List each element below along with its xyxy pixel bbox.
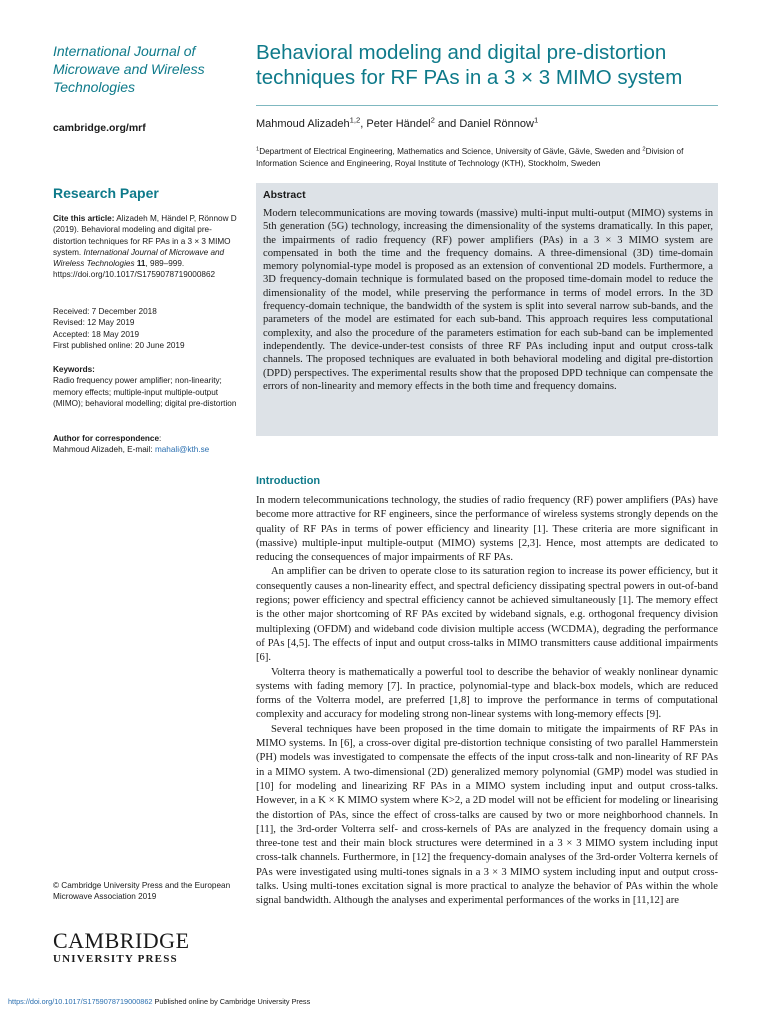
correspondence-colon: : [159, 434, 162, 443]
citation-block [53, 213, 243, 281]
author-2: , Peter Händel [360, 118, 431, 130]
keywords-block [53, 364, 248, 409]
publisher-logo-line1: CAMBRIDGE [53, 928, 190, 953]
intro-paragraph-3: Volterra theory is mathematically a powerful tool to describe the behavior of weakly nonlinear dynamic systems with fading memory [7]. In practice, polynomial-type and black-box models, which are reduced forms of the Volterra model, are preferred [1,8] to improve the performance in terms of computational complexity and accuracy for modeling strong non-linear systems with long-memory effects [9]. [256, 666, 718, 721]
affil-2-marker: 2 [642, 146, 646, 153]
footer-text: Published online by Cambridge University Press [152, 997, 311, 1006]
abstract-heading: Abstract [263, 189, 306, 201]
keywords-label: Keywords: [53, 365, 95, 374]
page-footer [8, 997, 310, 1006]
citation-label: Cite this article: [53, 214, 115, 223]
keywords-text: Radio frequency power amplifier; non-linearity; memory effects; multiple-input multiple-output (MIMO); behavioral modelling; digital pre-distortion [53, 376, 237, 408]
copyright-notice: © Cambridge University Press and the European Microwave Association 2019 [53, 881, 231, 902]
publisher-logo-line2: UNIVERSITY PRESS [53, 953, 178, 965]
author-3-affil: 1 [533, 115, 539, 125]
article-title: Behavioral modeling and digital pre-distortion techniques for RF PAs in a 3 × 3 MIMO system [256, 41, 683, 89]
citation-pages-doi[interactable]: , 989–999. https://doi.org/10.1017/S1759078719000862 [53, 259, 216, 280]
date-accepted: Accepted: 18 May 2019 [53, 329, 140, 339]
correspondence-name: Mahmoud Alizadeh, E-mail: [53, 445, 155, 455]
citation-text: Alizadeh M, Händel P, Rönnow D (2019). Behavioral modeling and digital pre-distortion techniques for RF PAs in a 3 × 3 MIMO system. [53, 214, 237, 257]
date-revised: Revised: 12 May 2019 [53, 318, 135, 328]
footer-doi-link[interactable]: https://doi.org/10.1017/S1759078719000862 [8, 997, 153, 1006]
affiliations [256, 146, 718, 169]
intro-paragraph-2: An amplifier can be driven to operate close to its saturation region to increase its power efficiency, but it consequently causes a non-linearity effect, and spectral deficiency dissipating spectral powers in out-of-band regions; power efficiency and spectral efficiency cannot be achieved simultaneously [1]. The memory effect is the other major shortcoming of RF PAs excited by wideband signals, e.g. orthogonal frequency division multiplexing (OFDM) and wideband code division multiple access (WCDMA), degrading the performance of PAs [4,5]. The effects of input and output cross-talks in MIMO transmitters cause additional impairments [6]. [256, 566, 718, 664]
correspondence-email-link[interactable]: mahali@kth.se [154, 445, 210, 455]
journal-name: International Journal of Microwave and Wireless Technologies [53, 43, 205, 95]
date-received: Received: 7 December 2018 [53, 307, 157, 316]
article-dates [53, 306, 243, 351]
intro-paragraph-4: Several techniques have been proposed in the time domain to mitigate the impairments of RF PAs in MIMO systems. In [6], a cross-over digital pre-distortion technique consisting of two parallel Hammerstein (PH) models was investigated to compensate the effects of the input cross-talk and non-linearity of RF PAs in a MIMO system. A two-dimensional (2D) generalized memory polynomial (GMP) model was studied in [10] for modeling and linearizing RF PAs in a MIMO system including input and output cross-talks. However, in a K × K MIMO system where K>2, a 2D model will not be efficient for modeling or linearising the distortion of PAs, since the effect of cross-talks are caused by two or more neighborhood channels. In [11], the 3rd-order Volterra self- and cross-kernels of PAs are analyzed in the frequency domain using a three-tone test and their main block structures were determined in a 3 × 3 MIMO system including input cross-talk channels. Furthermore, in [12] the frequency-domain analyses of the 3rd-order Volterra kernels of PAs were investigated using multi-tones signals in a 3 × 3 MIMO system including input and output cross-talks. Using multi-tones excitation signal is more practical to analyze the behavior of PAs within the whole signal bandwidth. Although the analyses and experimental performances of the works in [11,12] are [256, 723, 718, 907]
title-divider [256, 105, 718, 106]
author-list [256, 115, 539, 130]
publisher-logo [53, 930, 190, 966]
correspondence-block [53, 433, 253, 456]
citation-journal: International Journal of Microwave and Wireless Technologies [53, 247, 225, 269]
abstract-text: Modern telecommunications are moving towards (massive) multi-input multi-output (MIMO) systems in 5th generation (5G) technology, increasing the dimensionality of the systems dramatically. In this paper, the impairments of radio frequency (RF) power amplifiers (PAs) in a 3 × 3 MIMO system are compensated in both the time and the frequency domains. A three-dimensional (3D) time-domain memory polynomial-type model is proposed as an extension of conventional 2D models. Furthermore, a 3D frequency-domain technique is formulated based on the proposed time-domain model to reduce the dimensionality of the model, while preserving the performance in terms of model errors. In the 3D frequency-domain technique, the bandwidth of the system is split into several narrow sub-bands, and the parameters of the model are estimated for each sub-band. This approach requires less computational complexity, and also the procedure of the parameters estimation for each sub-band can be implemented independently. The device-under-test consists of three RF PAs including input and output cross-talk channels. The proposed techniques are evaluated in both behavioral modeling and digital pre-distortion (DPD) perspectives. The experimental results show that the proposed DPD technique can compensate the errors of non-linearity and memory effects in the both time and frequency domains. [263, 208, 713, 392]
affil-2-text: Division of Information Science and Engineering, Royal Institute of Technology (KTH), Stockholm, Sweden [256, 147, 684, 168]
citation-volume: 11 [134, 259, 146, 269]
date-published: First published online: 20 June 2019 [53, 340, 185, 350]
introduction-heading: Introduction [256, 475, 321, 487]
author-2-affil: 2 [430, 115, 435, 125]
author-1-affil: 1,2 [349, 115, 361, 125]
intro-paragraph-1: In modern telecommunications technology, the studies of radio frequency (RF) power amplifiers (PAs) have become more attractive for RF engineers, since the performance of wireless systems strongly depends on the quality of RF PAs in terms of power efficiency and linearity [1]. These criteria are more significant in (massive) multiple-input multiple-output (MIMO) systems [2,3]. Hence, most attempts are dedicated to reducing the consequences of major impairments of RF PAs. [256, 495, 718, 564]
author-3: and Daniel Rönnow [434, 118, 534, 130]
journal-website[interactable]: cambridge.org/mrf [53, 122, 146, 134]
introduction-body [256, 494, 718, 909]
affil-1-marker: 1 [256, 146, 260, 153]
author-1: Mahmoud Alizadeh [256, 118, 350, 130]
correspondence-label: Author for correspondence [53, 434, 159, 443]
article-type: Research Paper [53, 185, 159, 201]
affil-1-text: Department of Electrical Engineering, Mathematics and Science, University of Gävle, Gävle, Sweden and [259, 147, 643, 156]
